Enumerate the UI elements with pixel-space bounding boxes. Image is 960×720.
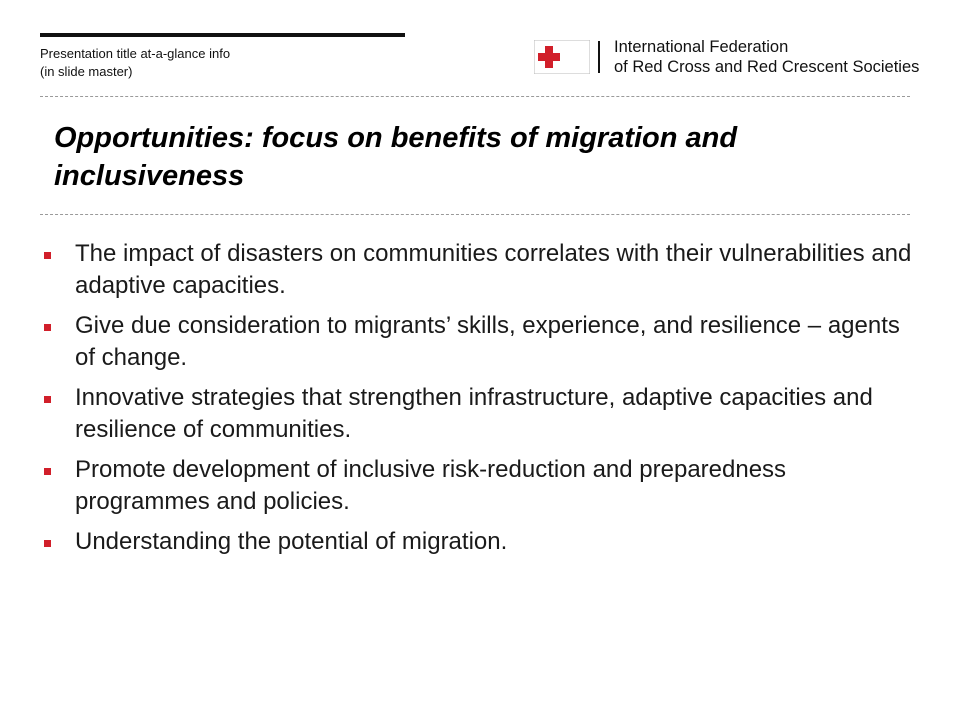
slide-title: Opportunities: focus on benefits of migration and inclusiveness xyxy=(54,122,738,192)
presentation-info-line-1: Presentation title at-a-glance info xyxy=(40,46,231,61)
bullet-text: Understanding the potential of migration. xyxy=(75,528,508,555)
ifrc-logo xyxy=(534,40,919,74)
bullet-text: Give due consideration to migrants’ skills, experience, and resilience – agents of change. xyxy=(75,312,900,371)
presentation-info-line-2: (in slide master) xyxy=(40,64,133,79)
bullet-text: The impact of disasters on communities correlates with their vulnerabilities and adaptive capacities. xyxy=(75,240,912,299)
list-item xyxy=(44,238,924,302)
bullet-list xyxy=(44,238,924,566)
presentation-info xyxy=(40,45,230,81)
logo-wordmark xyxy=(614,37,919,77)
square-bullet-icon xyxy=(44,252,51,259)
square-bullet-icon xyxy=(44,324,51,331)
square-bullet-icon xyxy=(44,540,51,547)
logo-text-line-2: of Red Cross and Red Crescent Societies xyxy=(614,58,920,76)
list-item xyxy=(44,310,924,374)
header-rule xyxy=(40,33,405,37)
square-bullet-icon xyxy=(44,396,51,403)
list-item xyxy=(44,454,924,518)
title-divider xyxy=(40,214,910,215)
list-item xyxy=(44,382,924,446)
logo-text-line-1: International Federation xyxy=(614,38,789,56)
bullet-text: Promote development of inclusive risk-reduction and preparedness programmes and policies. xyxy=(75,456,787,515)
logo-divider xyxy=(598,41,600,73)
red-cross-red-crescent-emblem-icon xyxy=(534,40,590,74)
bullet-text: Innovative strategies that strengthen infrastructure, adaptive capacities and resilience of communities. xyxy=(75,384,873,443)
header-divider xyxy=(40,96,910,97)
list-item xyxy=(44,526,924,558)
square-bullet-icon xyxy=(44,468,51,475)
